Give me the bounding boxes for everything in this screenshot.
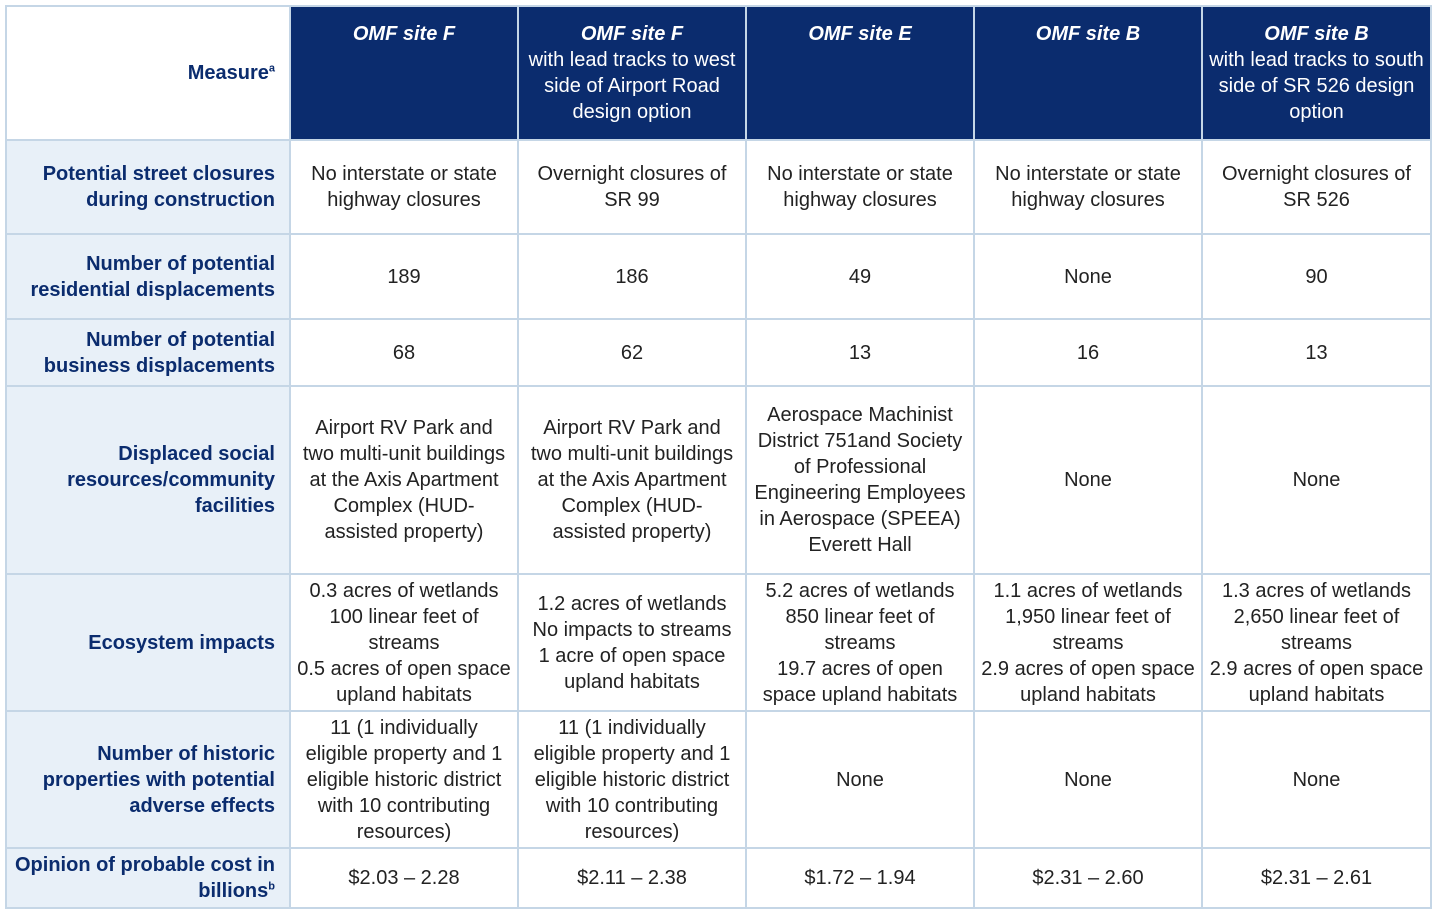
- table-row: [6, 574, 1431, 711]
- table-row: [6, 140, 1431, 234]
- cell-line: 186: [615, 265, 649, 288]
- column-header: [746, 6, 974, 140]
- table-cell: [518, 234, 746, 319]
- column-subtitle: with lead tracks to south side of SR 526 design option: [1209, 49, 1424, 123]
- column-title: OMF site F: [580, 23, 684, 45]
- table-cell: [1202, 234, 1431, 319]
- cell-line: 189: [387, 265, 421, 288]
- row-label: Number of potential business displacements: [43, 328, 275, 377]
- table-cell: [518, 711, 746, 848]
- table-cell: [1202, 711, 1431, 848]
- table-cell: [1202, 319, 1431, 386]
- cell-line: None: [1292, 469, 1341, 491]
- table-cell: [518, 848, 746, 908]
- column-title: OMF site E: [808, 23, 912, 45]
- row-label: Opinion of probable cost in billions: [15, 854, 275, 902]
- table-cell: [974, 574, 1202, 711]
- cell-line: No impacts to streams: [532, 618, 732, 641]
- column-header: [1202, 6, 1431, 140]
- table-cell: [746, 848, 974, 908]
- measure-header-footnote: a: [268, 61, 275, 74]
- column-header: [974, 6, 1202, 140]
- cell-line: No interstate or state highway closures: [767, 163, 953, 211]
- cell-line: 49: [848, 265, 872, 288]
- cell-line: 1.1 acres of wetlands: [993, 579, 1183, 602]
- cell-line: 62: [620, 341, 644, 364]
- cell-line: None: [1064, 469, 1112, 491]
- table-cell: [746, 140, 974, 234]
- column-title: OMF site B: [1264, 23, 1369, 45]
- table-cell: [974, 386, 1202, 574]
- table-cell: [290, 140, 518, 234]
- row-footnote: b: [268, 880, 275, 893]
- cell-line: None: [836, 768, 884, 791]
- header-row: [6, 6, 1431, 140]
- cell-line: 0.5 acres of open space upland habitats: [297, 657, 511, 706]
- cell-line: $2.11 – 2.38: [577, 867, 687, 889]
- cell-line: 2.9 acres of open space upland habitats: [1209, 657, 1424, 706]
- row-header: [6, 711, 290, 848]
- table-cell: [290, 848, 518, 908]
- column-header: [518, 6, 746, 140]
- cell-line: 5.2 acres of wetlands: [765, 579, 955, 602]
- table-row: [6, 386, 1431, 574]
- table-row: [6, 711, 1431, 848]
- comparison-table: [5, 5, 1432, 909]
- table-cell: [746, 574, 974, 711]
- cell-line: Airport RV Park and two multi-unit buildings at the Axis Apartment Complex (HUD-assisted property): [530, 417, 734, 543]
- table-cell: [746, 319, 974, 386]
- cell-line: 2,650 linear feet of streams: [1233, 605, 1400, 654]
- table-cell: [746, 386, 974, 574]
- row-label: Ecosystem impacts: [88, 631, 275, 654]
- cell-line: 16: [1076, 341, 1100, 364]
- cell-line: 100 linear feet of streams: [329, 605, 479, 654]
- table-cell: [974, 848, 1202, 908]
- cell-line: None: [1064, 265, 1112, 288]
- table-cell: [1202, 386, 1431, 574]
- cell-line: 68: [392, 341, 416, 364]
- table-cell: [290, 711, 518, 848]
- cell-line: 11 (1 individually eligible property and 1 eligible historic district with 10 contributing resources): [533, 716, 731, 843]
- table-row: [6, 848, 1431, 908]
- cell-line: No interstate or state highway closures: [995, 163, 1181, 211]
- table-cell: [518, 386, 746, 574]
- table-row: [6, 319, 1431, 386]
- cell-line: Overnight closures of SR 526: [1222, 163, 1411, 211]
- cell-line: 850 linear feet of streams: [785, 605, 935, 654]
- cell-line: 2.9 acres of open space upland habitats: [981, 657, 1195, 706]
- table-cell: [518, 574, 746, 711]
- cell-line: $2.31 – 2.60: [1032, 867, 1144, 889]
- cell-line: None: [1064, 768, 1112, 791]
- measure-header: [6, 6, 290, 140]
- table-cell: [518, 319, 746, 386]
- row-label: Number of historic properties with potential adverse effects: [42, 742, 275, 817]
- column-header: [290, 6, 518, 140]
- row-header: [6, 319, 290, 386]
- row-header: [6, 848, 290, 908]
- table-cell: [974, 319, 1202, 386]
- cell-line: 90: [1305, 265, 1328, 288]
- column-title: OMF site F: [352, 23, 456, 45]
- cell-line: $2.03 – 2.28: [348, 867, 460, 889]
- column-title: OMF site B: [1035, 23, 1141, 45]
- row-label: Displaced social resources/community facilities: [67, 443, 275, 517]
- table-cell: [974, 234, 1202, 319]
- table-cell: [1202, 574, 1431, 711]
- table-body: [6, 140, 1431, 908]
- cell-line: 13: [848, 341, 872, 364]
- cell-line: None: [1292, 768, 1341, 791]
- row-header: [6, 386, 290, 574]
- row-label: Number of potential residential displacements: [30, 252, 275, 301]
- cell-line: Overnight closures of SR 99: [537, 163, 727, 211]
- row-header: [6, 234, 290, 319]
- row-header: [6, 574, 290, 711]
- table-cell: [974, 140, 1202, 234]
- row-header: [6, 140, 290, 234]
- table-row: [6, 234, 1431, 319]
- cell-line: 1.2 acres of wetlands: [537, 592, 727, 615]
- cell-line: Aerospace Machinist District 751and Society of Professional Engineering Employees in Aerospace (SPEEA) Everett Hall: [754, 404, 966, 556]
- table-cell: [518, 140, 746, 234]
- table-cell: [290, 386, 518, 574]
- cell-line: 0.3 acres of wetlands: [309, 579, 499, 602]
- cell-line: Airport RV Park and two multi-unit buildings at the Axis Apartment Complex (HUD-assisted property): [302, 417, 506, 543]
- cell-line: $2.31 – 2.61: [1260, 867, 1373, 889]
- measure-header-label: Measure: [187, 61, 269, 84]
- cell-line: 19.7 acres of open space upland habitats: [762, 657, 958, 706]
- table-cell: [1202, 848, 1431, 908]
- table-cell: [290, 234, 518, 319]
- cell-line: 1.3 acres of wetlands: [1222, 579, 1411, 602]
- cell-line: 1 acre of open space upland habitats: [538, 644, 726, 693]
- table-cell: [746, 711, 974, 848]
- cell-line: 11 (1 individually eligible property and 1 eligible historic district with 10 contributing resources): [305, 716, 503, 843]
- cell-line: No interstate or state highway closures: [311, 163, 497, 211]
- table-cell: [746, 234, 974, 319]
- row-label: Potential street closures during construction: [42, 163, 275, 211]
- table-cell: [974, 711, 1202, 848]
- cell-line: 1,950 linear feet of streams: [1005, 605, 1171, 654]
- cell-line: 13: [1305, 341, 1328, 364]
- table-cell: [1202, 140, 1431, 234]
- column-subtitle: with lead tracks to west side of Airport Road design option: [528, 49, 736, 123]
- table-cell: [290, 574, 518, 711]
- table-cell: [290, 319, 518, 386]
- cell-line: $1.72 – 1.94: [804, 867, 916, 889]
